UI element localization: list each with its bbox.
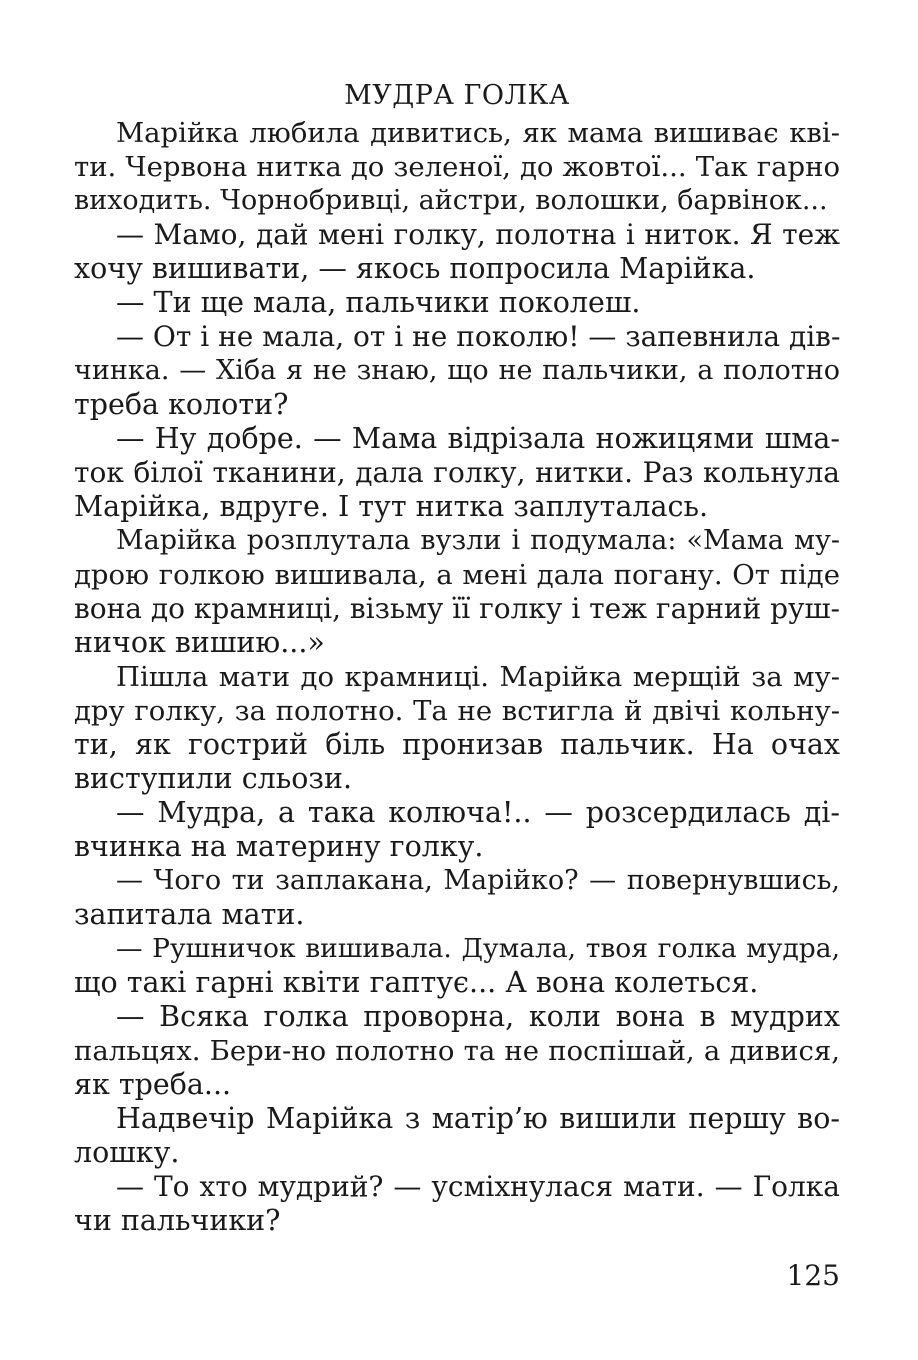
text-line: пальцях. Бери-но полотно та не поспішай, а дивися, (74, 1035, 840, 1067)
text-line: — Мудра, а така колюча!.. — розсердилась ді- (116, 796, 840, 829)
page-content (74, 78, 840, 1238)
story-text (74, 116, 840, 1238)
text-line: ти. Червона нитка до зеленої, до жовтої... Так гарно (74, 151, 840, 183)
text-line: Пішла мати до крамниці. Марійка мерщій за му- (116, 661, 840, 693)
text-line: запитала мати. (74, 898, 305, 931)
text-line: треба колоти? (74, 388, 289, 421)
text-line: ничок вишию...» (74, 626, 325, 659)
text-line: виходить. Чорнобривці, айстри, волошки, барвінок... (74, 185, 828, 216)
text-line: чинка. — Хіба я не знаю, що не пальчики, а полотно (74, 355, 840, 386)
text-line: — Чого ти заплакана, Марійко? — повернувшись, (116, 865, 840, 896)
text-line: вона до крамниці, візьму її голку і теж гарний руш- (74, 592, 840, 625)
text-line: виступили сльози. (74, 762, 353, 795)
text-line: лошку. (74, 1136, 180, 1169)
text-line: дрою голкою вишивала, а мені дала погану. От піде (74, 559, 840, 591)
text-line: дру голку, за полотно. Та не встигла й двічі кольну- (74, 695, 840, 727)
text-line: — То хто мудрий? — усміхнулася мати. — Голка (116, 1170, 840, 1203)
text-line: що такі гарні квіти гаптує... А вона колеться. (74, 966, 759, 999)
text-line: вчинка на материну голку. (74, 830, 484, 863)
page-number: 125 (786, 1259, 840, 1292)
text-line: — От і не мала, от і не поколю! — запевнила дів- (116, 320, 841, 353)
story-title: МУДРА ГОЛКА (344, 80, 570, 111)
text-line: Надвечір Марійка з матір’ю вишили першу во- (116, 1102, 840, 1135)
text-line: чи пальчики? (74, 1204, 281, 1237)
text-line: хочу вишивати, — якось попросила Марійка. (74, 252, 756, 285)
text-line: — Ти ще мала, пальчики поколеш. (116, 286, 641, 319)
text-line: Марійка розплутала вузли і подумала: «Мама му- (116, 525, 840, 556)
text-line: ти, як гострий біль пронизав пальчик. На очах (74, 728, 840, 761)
text-line: Марійка, вдруге. І тут нитка заплуталась. (74, 490, 709, 523)
text-line: ток білої тканини, дала голку, нитки. Раз кольнула (74, 456, 840, 489)
text-line: — Всяка голка проворна, коли вона в мудрих (116, 1000, 840, 1033)
text-line: як треба... (74, 1068, 232, 1101)
text-line: — Мамо, дай мені голку, полотна і ниток. Я теж (116, 218, 840, 251)
text-line: — Рушничок вишивала. Думала, твоя голка мудра, (116, 933, 840, 964)
text-line: Марійка любила дивитись, як мама вишиває кві- (116, 117, 840, 149)
text-line: — Ну добре. — Мама відрізала ножицями шма- (116, 422, 840, 455)
